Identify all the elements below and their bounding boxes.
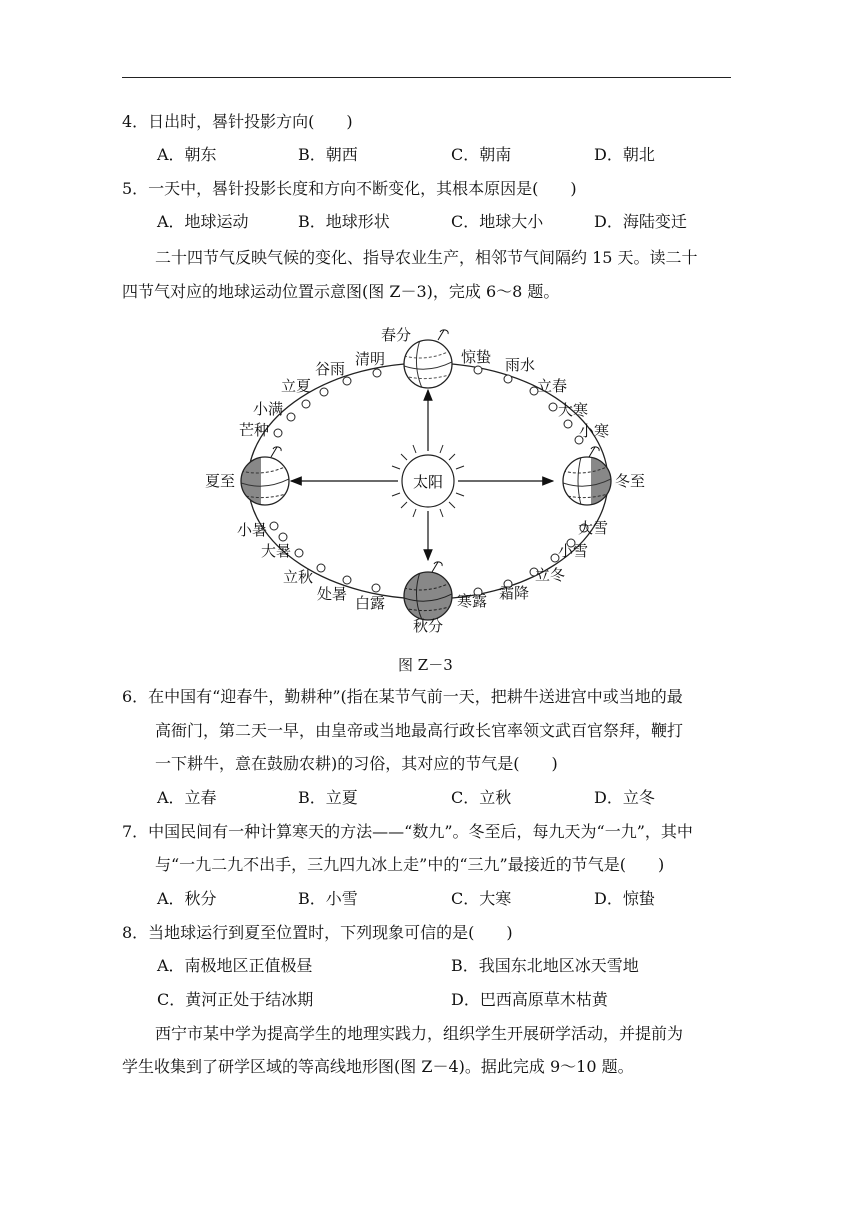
q6-option-c: C．立秋: [451, 788, 512, 807]
q8-option-c: C．黄河正处于结冰期: [157, 990, 314, 1009]
earth-orbit-diagram: [195, 318, 655, 636]
q4-option-c: C．朝南: [451, 145, 512, 164]
q6-line3: 一下耕牛，意在鼓励农耕)的习俗，其对应的节气是( ): [155, 754, 558, 773]
q7-line2: 与“一九二九不出手，三九四九冰上走”中的“三九”最接近的节气是( ): [155, 855, 665, 874]
q4-option-b: B．朝西: [298, 145, 358, 164]
q7-option-c: C．大寒: [451, 889, 512, 908]
q8-stem: 8．当地球运行到夏至位置时，下列现象可信的是( ): [122, 923, 513, 942]
sun-label: 太阳: [412, 473, 444, 491]
q5-stem: 5．一天中，晷针投影长度和方向不断变化，其根本原因是( ): [122, 179, 577, 198]
term-lixia: 立夏: [281, 377, 312, 395]
q5-option-c: C．地球大小: [451, 212, 544, 231]
term-hanlu: 寒露: [457, 592, 488, 610]
term-xiaoshu: 小暑: [237, 521, 268, 539]
term-liqiu: 立秋: [283, 568, 314, 586]
q7-option-d: D．惊蛰: [594, 889, 655, 908]
intro2-line2: 学生收集到了研学区域的等高线地形图(图 Z－4)。据此完成 9～10 题。: [122, 1057, 634, 1076]
q4-stem: 4．日出时，晷针投影方向( ): [122, 112, 353, 131]
q7-option-b: B．小雪: [298, 889, 358, 908]
term-mangzhong: 芒种: [239, 421, 270, 439]
term-dongzhi: 冬至: [615, 472, 646, 490]
q7-line1: 7．中国民间有一种计算寒天的方法——“数九”。冬至后，每九天为“一九”，其中: [122, 822, 693, 841]
term-xiazhi: 夏至: [205, 472, 236, 490]
term-yushui: 雨水: [505, 356, 536, 374]
q6-option-b: B．立夏: [298, 788, 358, 807]
q4-option-d: D．朝北: [594, 145, 655, 164]
term-qingming: 清明: [355, 350, 386, 368]
intro1-line2: 四节气对应的地球运动位置示意图(图 Z－3)，完成 6～8 题。: [122, 282, 560, 301]
q5-option-d: D．海陆变迁: [594, 212, 687, 231]
q4-option-a: A．朝东: [157, 145, 217, 164]
term-shuangjiang: 霜降: [499, 584, 530, 602]
term-chushu: 处暑: [317, 585, 348, 603]
intro1-line1: 二十四节气反映气候的变化、指导农业生产，相邻节气间隔约 15 天。读二十: [155, 248, 698, 267]
earth-spring-equinox: [404, 330, 452, 388]
term-xiaoman: 小满: [253, 400, 284, 418]
intro2-line1: 西宁市某中学为提高学生的地理实践力，组织学生开展研学活动，并提前为: [155, 1024, 684, 1043]
q6-line2: 高衙门，第二天一早，由皇帝或当地最高行政长官率领文武百官祭拜，鞭打: [155, 721, 684, 740]
term-daxue: 大雪: [578, 519, 609, 537]
header-rule: [122, 77, 731, 78]
q6-line1: 6．在中国有“迎春牛，勤耕种”(指在某节气前一天，把耕牛送进宫中或当地的最: [122, 687, 683, 706]
q8-option-b: B．我国东北地区冰天雪地: [451, 956, 639, 975]
term-chunfen: 春分: [380, 326, 411, 344]
term-qiufen: 秋分: [412, 617, 444, 635]
earth-summer-solstice: [241, 447, 289, 505]
earth-autumn-equinox: [404, 562, 452, 620]
term-dashu: 大暑: [261, 542, 292, 560]
q7-option-a: A．秋分: [157, 889, 217, 908]
term-lichun: 立春: [537, 377, 568, 395]
q6-option-a: A．立春: [157, 788, 217, 807]
term-xiaohan: 小寒: [579, 422, 610, 440]
term-guyu: 谷雨: [315, 360, 346, 378]
term-xiaoxue: 小雪: [558, 542, 589, 560]
term-bailu: 白露: [355, 594, 386, 612]
q5-option-a: A．地球运动: [157, 212, 249, 231]
term-lidong: 立冬: [535, 566, 566, 584]
term-dahan: 大寒: [558, 401, 589, 419]
term-jingzhe: 惊蛰: [461, 348, 492, 366]
q8-option-d: D．巴西高原草木枯黄: [451, 990, 608, 1009]
figure-caption: 图 Z－3: [398, 656, 453, 674]
q8-option-a: A．南极地区正值极昼: [157, 956, 313, 975]
q5-option-b: B．地球形状: [298, 212, 390, 231]
q6-option-d: D．立冬: [594, 788, 655, 807]
